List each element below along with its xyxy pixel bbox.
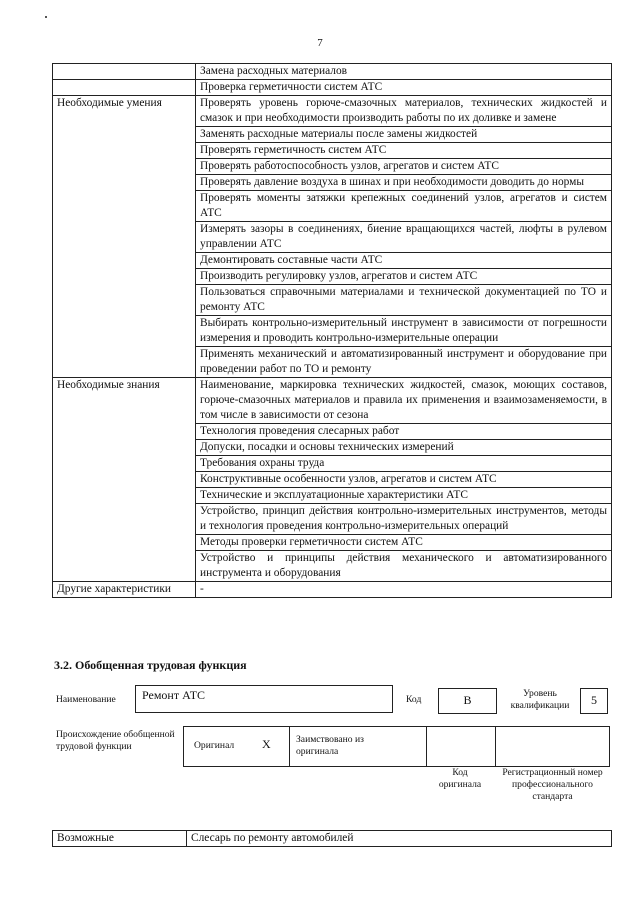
skills-item: Измерять зазоры в соединениях, биение вращающихся частей, люфты в рулевом управлении АТС — [196, 222, 612, 253]
competency-table-body — [53, 64, 612, 598]
table-row — [53, 582, 612, 598]
original-label: Оригинал — [194, 740, 235, 751]
origin-label: Происхождение обобщенной трудовой функции — [56, 729, 175, 752]
skills-item: Применять механический и автоматизированный инструмент и оборудование при проведении работ по ТО и ремонту — [196, 347, 612, 378]
table-row — [53, 96, 612, 127]
skills-item: Проверять моменты затяжки крепежных соединений узлов, агрегатов и систем АТС — [196, 191, 612, 222]
knowledge-item: Устройство и принципы действия механического и автоматизированного инструмента и оборудования — [196, 551, 612, 582]
code-value: B — [463, 693, 472, 707]
knowledge-item: Конструктивные особенности узлов, агрегатов и систем АТС — [196, 472, 612, 488]
skills-label: Необходимые умения — [53, 96, 196, 378]
reg-number-label: Регистрационный номер профессионального стандарта — [502, 767, 603, 802]
skills-item: Пользоваться справочными материалами и технической документацией по ТО и ремонту АТС — [196, 285, 612, 316]
skills-item: Производить регулировку узлов, агрегатов и систем АТС — [196, 269, 612, 285]
code-original-label: Код оригинала — [438, 767, 482, 790]
table-row — [53, 64, 612, 80]
divider — [289, 726, 290, 767]
knowledge-item: Устройство, принцип действия контрольно-измерительных инструментов, методы и технология проведения контрольно-измерительных операций — [196, 504, 612, 535]
knowledge-label: Необходимые знания — [53, 378, 196, 582]
knowledge-item: Допуски, посадки и основы технических измерений — [196, 440, 612, 456]
name-label: Наименование — [56, 694, 116, 705]
skills-item: Проверять герметичность систем АТС — [196, 143, 612, 159]
skills-item: Заменять расходные материалы после замены жидкостей — [196, 127, 612, 143]
table-row — [53, 80, 612, 96]
knowledge-item: Наименование, маркировка технических жидкостей, смазок, моющих составов, горюче-смазочных материалов и правила их применения и взаимозаменяемости, в том числе в зависимости от сезона — [196, 378, 612, 424]
level-label: Уровень квалификации — [510, 688, 570, 711]
code-label: Код — [406, 694, 422, 705]
table-cell: Замена расходных материалов — [196, 64, 612, 80]
skills-item: Проверять работоспособность узлов, агрегатов и систем АТС — [196, 159, 612, 175]
table-cell: Слесарь по ремонту автомобилей — [187, 831, 612, 847]
name-value: Ремонт АТС — [142, 688, 206, 702]
knowledge-item: Методы проверки герметичности систем АТС — [196, 535, 612, 551]
divider — [426, 726, 427, 767]
other-value: - — [196, 582, 612, 598]
skills-item: Выбирать контрольно-измерительный инструмент в зависимости от погрешности измерения и проводить контрольно-измерительные операции — [196, 316, 612, 347]
table-row — [53, 378, 612, 424]
row-label: Возможные — [53, 831, 187, 847]
table-cell: Проверка герметичности систем АТС — [196, 80, 612, 96]
scan-mark — [45, 16, 47, 18]
empty-label-cell — [53, 80, 196, 96]
possible-positions-table — [52, 830, 612, 847]
skills-item: Проверять давление воздуха в шинах и при необходимости доводить до нормы — [196, 175, 612, 191]
other-label: Другие характеристики — [53, 582, 196, 598]
page-number: 7 — [317, 37, 323, 49]
knowledge-item: Технология проведения слесарных работ — [196, 424, 612, 440]
section-title: 3.2. Обобщенная трудовая функция — [54, 658, 247, 672]
borrowed-label: Заимствовано из оригинала — [296, 734, 364, 757]
original-mark: X — [262, 737, 271, 751]
divider — [495, 726, 496, 767]
level-value: 5 — [591, 693, 597, 707]
table-row — [53, 831, 612, 847]
competency-table — [52, 63, 612, 598]
knowledge-item: Технические и эксплуатационные характеристики АТС — [196, 488, 612, 504]
skills-item: Проверять уровень горюче-смазочных материалов, технических жидкостей и смазок и при необходимости производить работы по их доливке и замене — [196, 96, 612, 127]
knowledge-item: Требования охраны труда — [196, 456, 612, 472]
skills-item: Демонтировать составные части АТС — [196, 253, 612, 269]
empty-label-cell — [53, 64, 196, 80]
